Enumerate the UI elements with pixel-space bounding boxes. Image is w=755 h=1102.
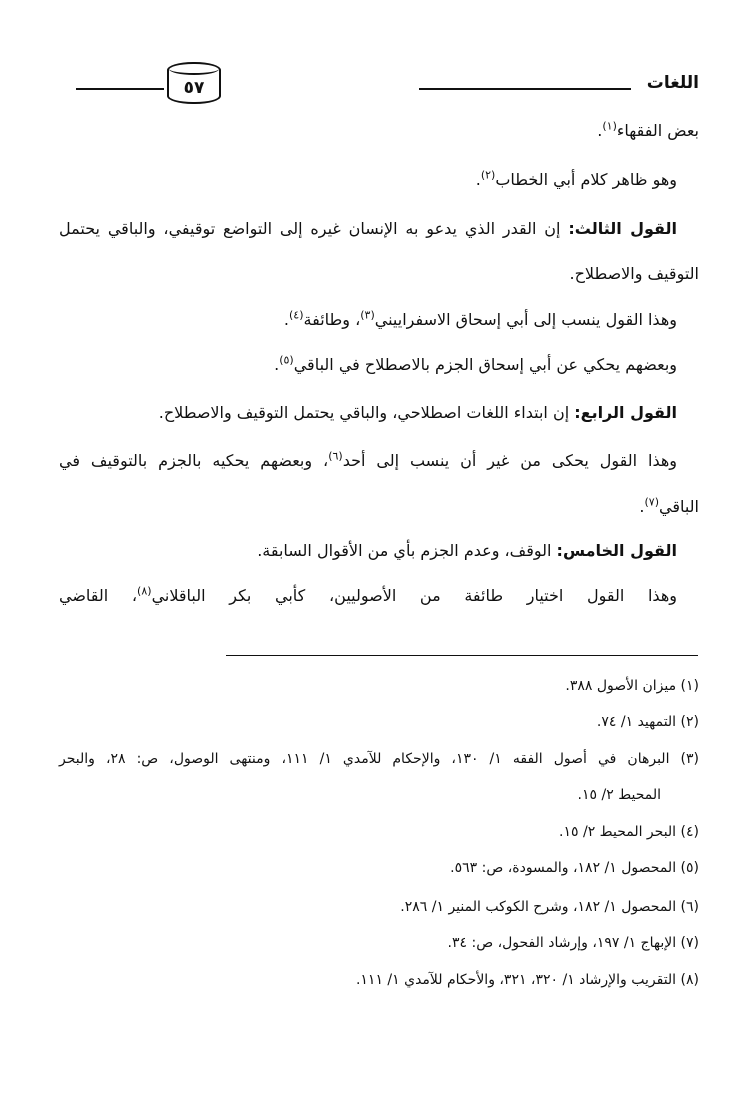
footnote-4: (٤) البحر المحيط ٢/ ١٥. <box>559 824 699 840</box>
footnote-6: (٦) المحصول ١/ ١٨٢، وشرح الكوكب المنير ١/ ٢٨٦. <box>400 899 699 915</box>
text-segment: الوقف، وعدم الجزم بأي من الأقوال السابقة. <box>257 541 557 560</box>
header-rule-left <box>76 88 164 90</box>
text-line-4: التوقيف والاصطلاح. <box>569 264 699 283</box>
text-segment: وبعضهم يحكي عن أبي إسحاق الجزم بالاصطلاح في الباقي <box>293 355 677 374</box>
section-label: القول الثالث: <box>568 219 677 238</box>
footnote-7: (٧) الإبهاج ١/ ١٩٧، وإرشاد الفحول، ص: ٣٤. <box>447 935 699 951</box>
text-line-11 <box>59 585 677 607</box>
text-segment: . <box>475 170 481 189</box>
text-line-6 <box>59 354 677 376</box>
text-segment: . <box>597 121 603 140</box>
footnote-2: (٢) التمهيد ١/ ٧٤. <box>596 714 699 730</box>
footnote-1: (١) ميزان الأصول ٣٨٨. <box>565 678 699 694</box>
page-number: ٥٧ <box>183 78 205 98</box>
footnote-ref: (٤) <box>289 308 304 322</box>
footnote-3-continued: المحيط ٢/ ١٥. <box>577 787 661 803</box>
page-number-badge-arc <box>169 63 219 75</box>
text-line-9 <box>59 496 699 518</box>
text-line-10 <box>59 540 677 562</box>
header-rule-right <box>419 88 631 90</box>
footnote-ref: (٢) <box>480 168 496 182</box>
text-segment: الباقي <box>658 497 699 516</box>
section-label: القول الرابع: <box>574 403 677 422</box>
text-segment: . <box>283 310 289 329</box>
text-line-2 <box>59 169 677 191</box>
text-segment: وهذا القول اختيار طائفة من الأصوليين، كأبي بكر الباقلاني <box>151 586 677 605</box>
text-segment: ، وطائفة <box>303 310 361 329</box>
text-segment: وهذا القول ينسب إلى أبي إسحاق الاسفراييني <box>374 310 677 329</box>
text-segment: ، القاضي <box>59 586 138 605</box>
footnote-ref: (٦) <box>328 449 343 463</box>
section-label: القول الخامس: <box>556 541 677 560</box>
footnote-3: (٣) البرهان في أصول الفقه ١/ ١٣٠، والإحكام للآمدي ١/ ١١١، ومنتهى الوصول، ص: ٢٨، والبحر <box>59 751 699 767</box>
text-line-5 <box>59 309 677 331</box>
footnote-ref: (٥) <box>279 353 294 367</box>
text-line-8 <box>59 450 677 472</box>
footnote-ref: (٨) <box>137 584 152 598</box>
text-segment: إن القدر الذي يدعو به الإنسان غيره إلى التواضع توقيفي، والباقي يحتمل <box>59 219 569 238</box>
text-segment: وهذا القول يحكى من غير أن ينسب إلى أحد <box>342 451 678 470</box>
text-segment: . <box>274 355 280 374</box>
running-header-title: اللغات <box>646 73 699 93</box>
text-segment: وهو ظاهر كلام أبي الخطاب <box>495 170 677 189</box>
text-line-3 <box>59 218 677 240</box>
text-line-7 <box>59 402 677 424</box>
footnote-separator <box>226 655 698 656</box>
footnote-8: (٨) التقريب والإرشاد ١/ ٣٢٠، ٣٢١، والأحكام للآمدي ١/ ١١١. <box>355 972 699 988</box>
footnote-ref: (٣) <box>360 308 375 322</box>
footnote-ref: (١) <box>602 119 617 133</box>
text-segment: ، وبعضهم يحكيه بالجزم بالتوقيف في <box>59 451 329 470</box>
footnote-5: (٥) المحصول ١/ ١٨٢، والمسودة، ص: ٥٦٣. <box>450 860 699 876</box>
footnote-ref: (٧) <box>644 495 659 509</box>
text-line-1 <box>59 120 699 142</box>
text-segment: بعض الفقهاء <box>616 121 699 140</box>
text-segment: إن ابتداء اللغات اصطلاحي، والباقي يحتمل التوقيف والاصطلاح. <box>158 403 575 422</box>
text-segment: . <box>639 497 645 516</box>
